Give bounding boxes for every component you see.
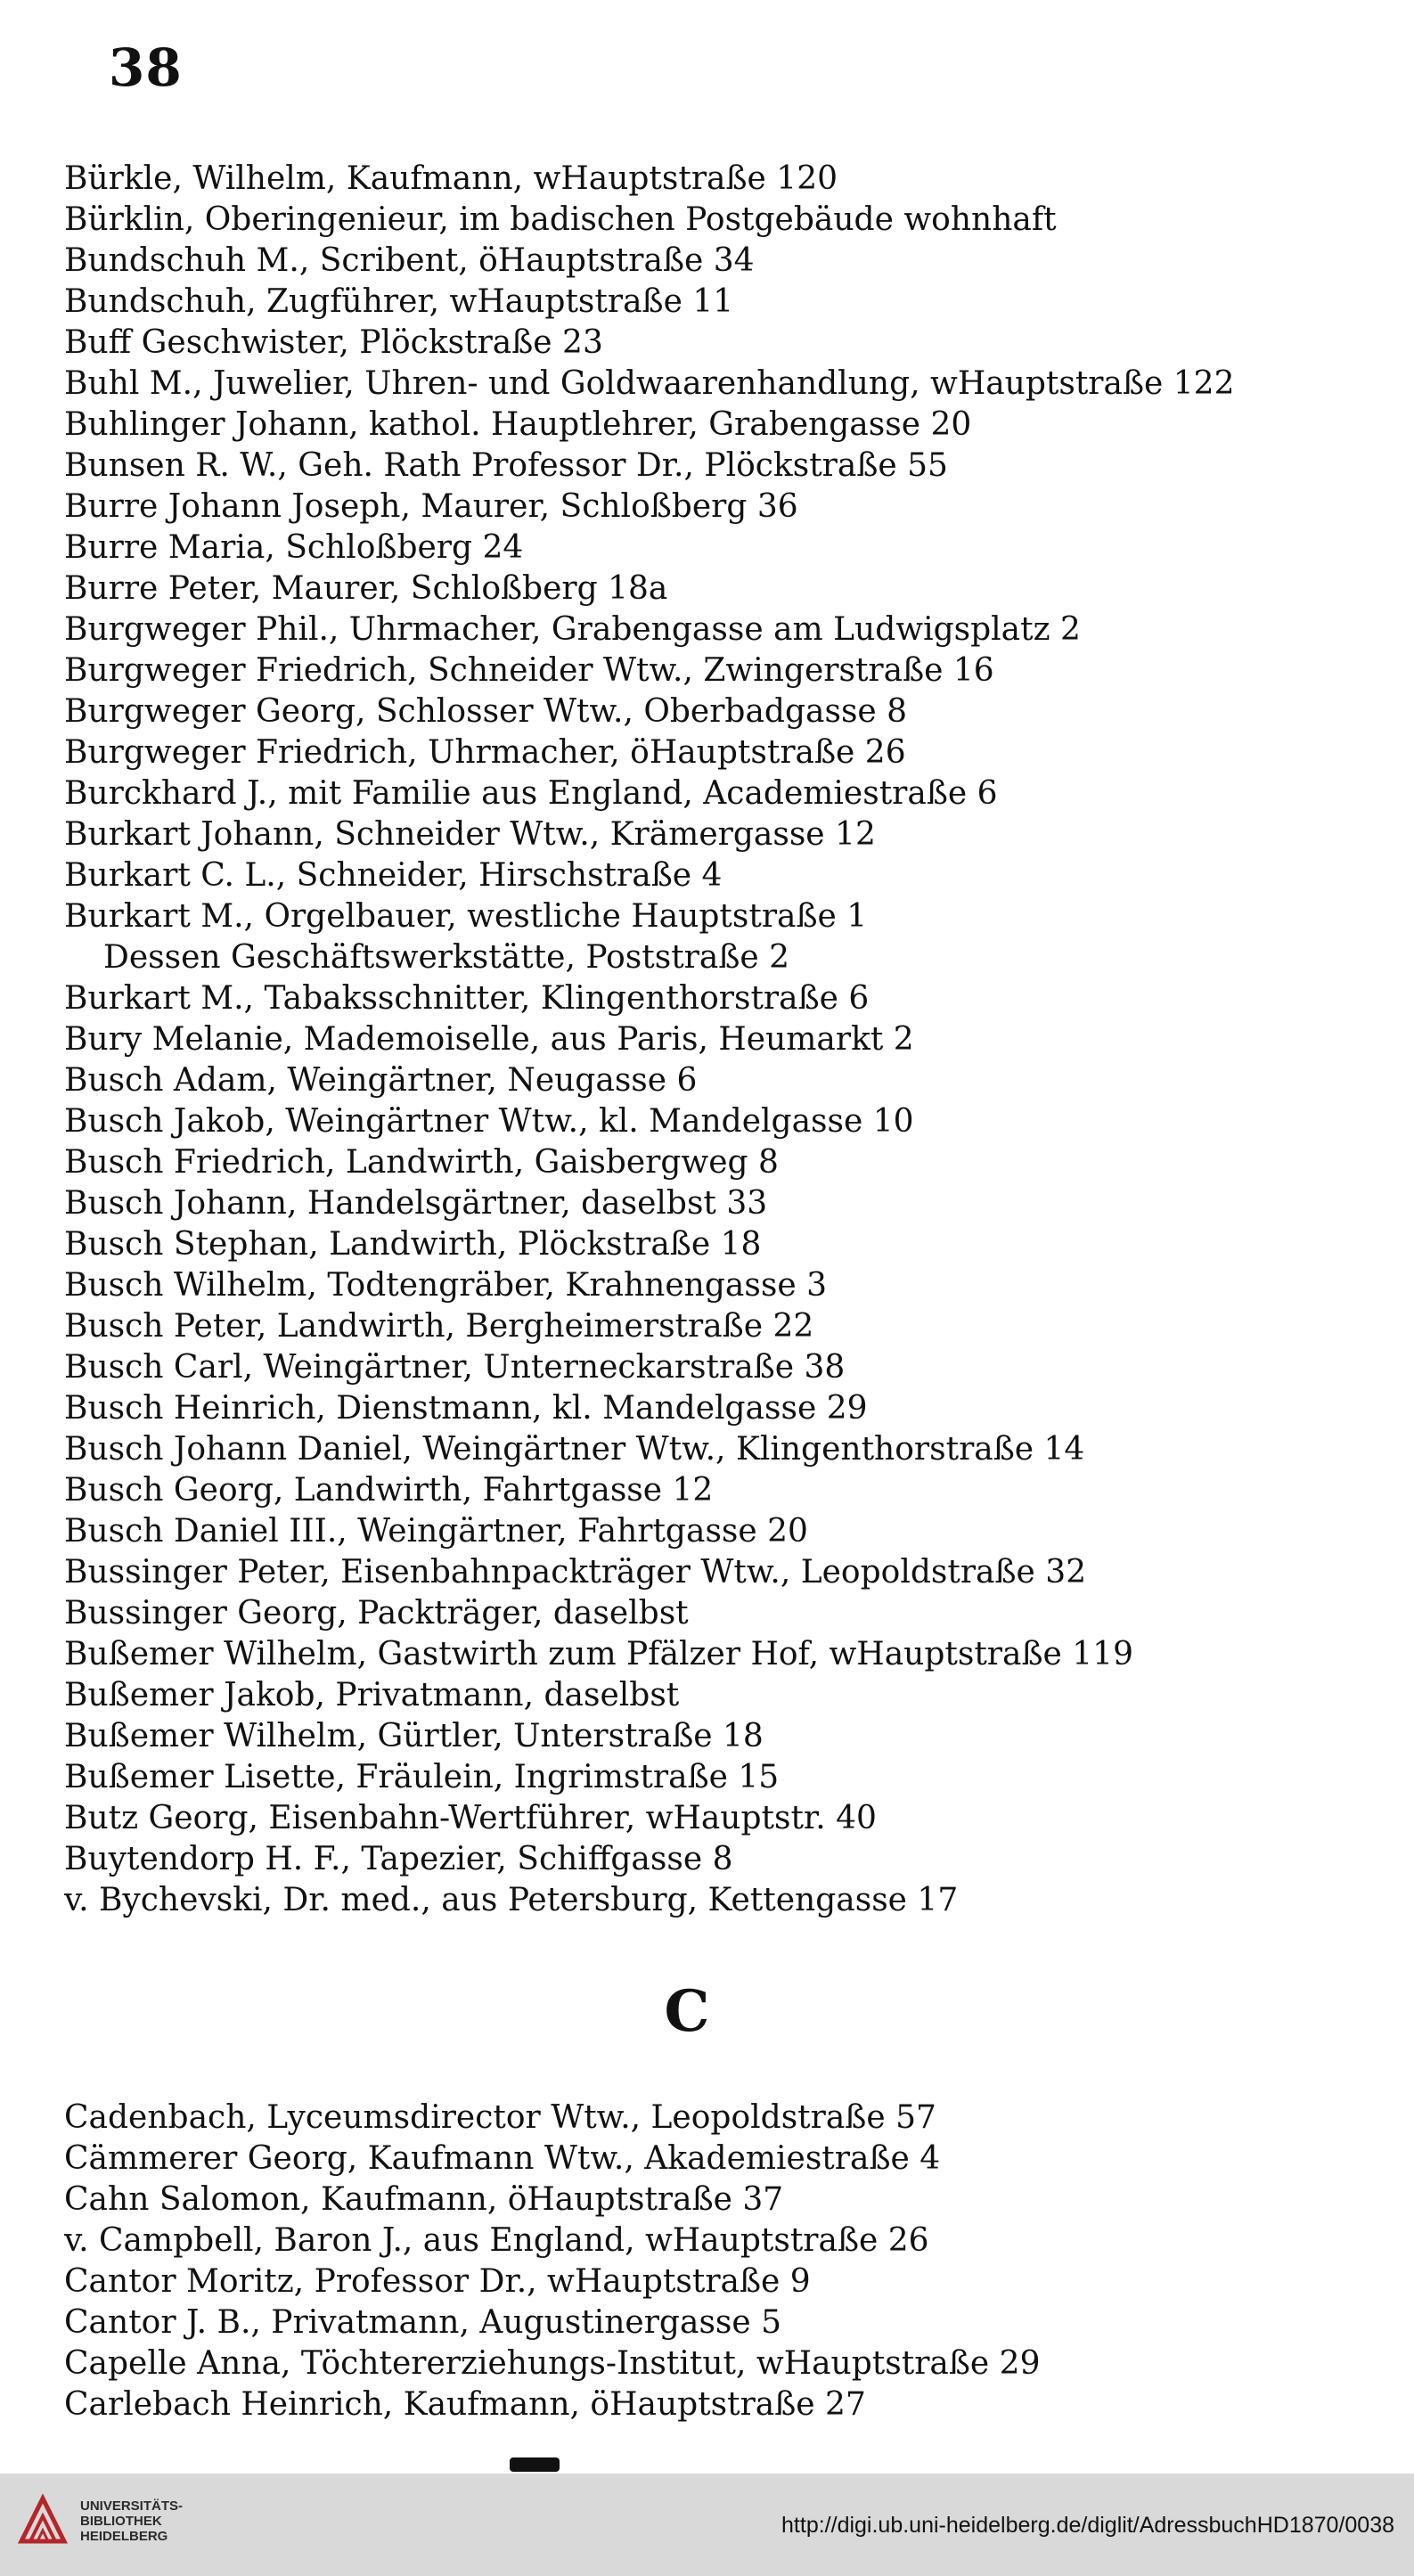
directory-entry-continuation: Dessen Geschäftswerkstätte, Poststraße 2 (103, 939, 790, 976)
directory-entry: Bury Melanie, Mademoiselle, aus Paris, Heumarkt 2 (64, 1021, 914, 1058)
directory-entry: Busch Johann Daniel, Weingärtner Wtw., Klingenthorstraße 14 (64, 1431, 1085, 1468)
directory-entry: Busch Carl, Weingärtner, Unterneckarstraße 38 (64, 1349, 846, 1386)
directory-entry: Bußemer Jakob, Privatmann, daselbst (64, 1677, 680, 1713)
directory-entry: Bussinger Georg, Packträger, daselbst (64, 1595, 689, 1631)
section-letter-c: C (664, 1978, 710, 2045)
directory-entry: Cantor Moritz, Professor Dr., wHauptstraße 9 (64, 2263, 811, 2300)
directory-entry: Bürklin, Oberingenieur, im badischen Postgebäude wohnhaft (64, 201, 1057, 238)
directory-entry: Buhl M., Juwelier, Uhren- und Goldwaarenhandlung, wHauptstraße 122 (64, 365, 1235, 402)
directory-entry: Busch Johann, Handelsgärtner, daselbst 33 (64, 1185, 768, 1222)
directory-entry: Busch Friedrich, Landwirth, Gaisbergweg 8 (64, 1144, 779, 1181)
directory-entry: Busch Adam, Weingärtner, Neugasse 6 (64, 1062, 698, 1099)
directory-entry: Busch Wilhelm, Todtengräber, Krahnengasse 3 (64, 1267, 827, 1304)
logo-line: BIBLIOTHEK (80, 2514, 162, 2529)
directory-entry: Burckhard J., mit Familie aus England, Academiestraße 6 (64, 775, 998, 812)
directory-entry: Bussinger Peter, Eisenbahnpackträger Wtw., Leopoldstraße 32 (64, 1554, 1087, 1591)
directory-entry: Cahn Salomon, Kaufmann, öHauptstraße 37 (64, 2181, 784, 2218)
directory-entry: v. Campbell, Baron J., aus England, wHauptstraße 26 (64, 2222, 929, 2259)
directory-entry: Butz Georg, Eisenbahn-Wertführer, wHauptstr. 40 (64, 1800, 877, 1836)
directory-entry: Burgweger Friedrich, Uhrmacher, öHauptstraße 26 (64, 734, 906, 771)
directory-entry: Bürkle, Wilhelm, Kaufmann, wHauptstraße 120 (64, 160, 838, 197)
directory-entry: Burkart Johann, Schneider Wtw., Krämergasse 12 (64, 816, 876, 853)
library-logo[interactable] (16, 2491, 212, 2563)
directory-entry: Bunsen R. W., Geh. Rath Professor Dr., Plöckstraße 55 (64, 447, 948, 484)
footer-bar (0, 2474, 1414, 2576)
cut-off-glyph (510, 2457, 560, 2472)
directory-entry: Bundschuh, Zugführer, wHauptstraße 11 (64, 283, 734, 320)
directory-entry: Burkart M., Orgelbauer, westliche Hauptstraße 1 (64, 898, 868, 935)
directory-entry: Capelle Anna, Töchtererziehungs-Institut, wHauptstraße 29 (64, 2345, 1041, 2382)
library-logo-text (80, 2498, 183, 2544)
page-number: 38 (109, 37, 183, 98)
directory-entry: Buff Geschwister, Plöckstraße 23 (64, 324, 603, 361)
directory-entry: Busch Daniel III., Weingärtner, Fahrtgasse 20 (64, 1513, 808, 1550)
directory-entry: Burre Peter, Maurer, Schloßberg 18a (64, 570, 668, 607)
directory-entries-c (64, 2098, 1383, 2425)
logo-line: HEIDELBERG (80, 2529, 168, 2544)
directory-entry: Burre Maria, Schloßberg 24 (64, 529, 524, 566)
directory-entry: v. Bychevski, Dr. med., aus Petersburg, Kettengasse 17 (64, 1882, 959, 1918)
directory-entry: Cämmerer Georg, Kaufmann Wtw., Akademiestraße 4 (64, 2140, 941, 2177)
directory-entry: Burgweger Georg, Schlosser Wtw., Oberbadgasse 8 (64, 693, 908, 730)
directory-entry: Burgweger Friedrich, Schneider Wtw., Zwingerstraße 16 (64, 652, 994, 689)
directory-entry: Bußemer Lisette, Fräulein, Ingrimstraße 15 (64, 1759, 780, 1795)
directory-entry: Bußemer Wilhelm, Gürtler, Unterstraße 18 (64, 1718, 764, 1754)
directory-entries-b (64, 159, 1383, 1921)
logo-line: UNIVERSITÄTS- (80, 2498, 184, 2514)
directory-entry: Busch Heinrich, Dienstmann, kl. Mandelgasse 29 (64, 1390, 868, 1427)
directory-entry: Bundschuh M., Scribent, öHauptstraße 34 (64, 242, 755, 279)
directory-entry: Carlebach Heinrich, Kaufmann, öHauptstraße 27 (64, 2386, 866, 2423)
directory-entry: Burgweger Phil., Uhrmacher, Grabengasse am Ludwigsplatz 2 (64, 611, 1081, 648)
library-seal-icon (16, 2493, 69, 2547)
directory-entry: Busch Stephan, Landwirth, Plöckstraße 18 (64, 1226, 762, 1263)
directory-entry: Bußemer Wilhelm, Gastwirth zum Pfälzer Hof, wHauptstraße 119 (64, 1636, 1133, 1672)
directory-entry: Burkart C. L., Schneider, Hirschstraße 4 (64, 857, 723, 894)
directory-entry: Busch Peter, Landwirth, Bergheimerstraße 22 (64, 1308, 814, 1345)
directory-entry: Busch Georg, Landwirth, Fahrtgasse 12 (64, 1472, 714, 1509)
directory-entry: Buytendorp H. F., Tapezier, Schiffgasse 8 (64, 1841, 733, 1877)
source-url[interactable]: http://digi.ub.uni-heidelberg.de/diglit/AdressbuchHD1870/0038 (781, 2513, 1394, 2538)
directory-entry: Buhlinger Johann, kathol. Hauptlehrer, Grabengasse 20 (64, 406, 972, 443)
directory-entry: Burre Johann Joseph, Maurer, Schloßberg 36 (64, 488, 798, 525)
directory-entry: Burkart M., Tabaksschnitter, Klingenthorstraße 6 (64, 980, 870, 1017)
directory-entry: Cantor J. B., Privatmann, Augustinergasse 5 (64, 2304, 782, 2341)
directory-entry: Busch Jakob, Weingärtner Wtw., kl. Mandelgasse 10 (64, 1103, 914, 1140)
directory-entry: Cadenbach, Lyceumsdirector Wtw., Leopoldstraße 57 (64, 2099, 936, 2136)
